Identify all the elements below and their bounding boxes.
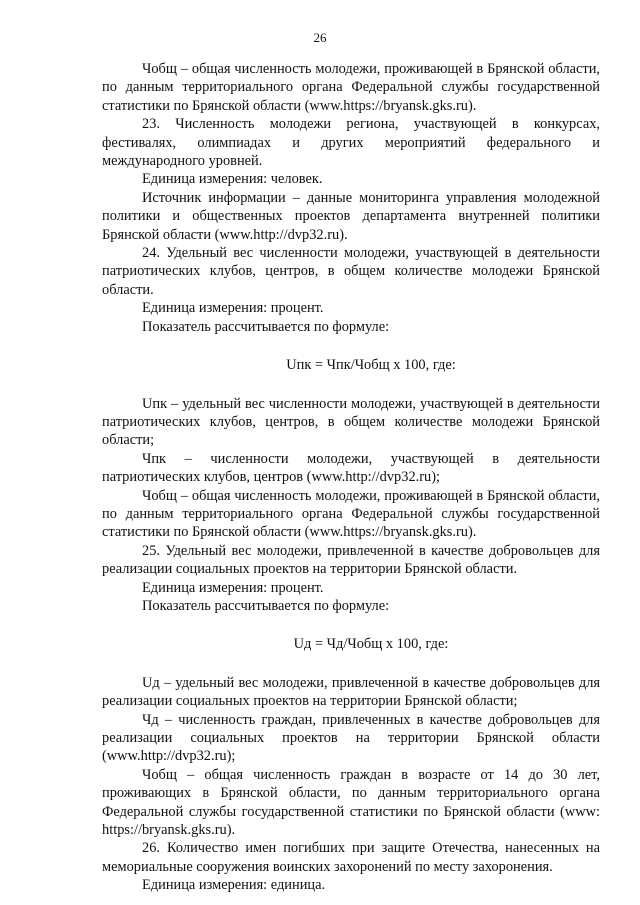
paragraph-chpk-definition: Чпк – численности молодежи, участвующей в деятельности патриотических клубов, центров (www.http://dvp32.ru); [102, 450, 600, 486]
paragraph-upk-definition: Uпк – удельный вес численности молодежи, участвующей в деятельности патриотических клубов, центров, в общем количестве молодежи Брянской области; [102, 395, 600, 449]
document-body [102, 60, 600, 895]
paragraph-chobsh-definition-3: Чобщ – общая численность граждан в возрасте от 14 до 30 лет, проживающих в Брянской области, по данным территориального органа Федеральной службы государственной статистики по Брянской области (www: https://bryansk.gks.ru). [102, 766, 600, 839]
formula-ud: Uд = Чд/Чобщ х 100, где: [293, 636, 449, 653]
paragraph-chobsh-definition-2: Чобщ – общая численность молодежи, проживающей в Брянской области, по данным территориального органа Федеральной службы государственной статистики по Брянской области (www.https://bryansk.gks.ru). [102, 487, 600, 541]
paragraph-unit-count: Единица измерения: единица. [142, 877, 326, 894]
paragraph-unit-percent: Единица измерения: процент. [142, 300, 324, 317]
paragraph-unit-people: Единица измерения: человек. [142, 171, 323, 188]
paragraph-formula-intro-2: Показатель рассчитывается по формуле: [142, 597, 390, 614]
paragraph-chobsh-definition: Чобщ – общая численность молодежи, проживающей в Брянской области, по данным территориального органа Федеральной службы государственной статистики по Брянской области (www.https://bryansk.gks.ru). [102, 61, 600, 114]
paragraph-indicator-23-title: 23. Численность молодежи региона, участвующей в конкурсах, фестивалях, олимпиадах и других мероприятий федерального и международного уровней. [102, 116, 600, 170]
paragraph-ud-definition: Uд – удельный вес молодежи, привлеченной в качестве добровольцев для реализации социальных проектов на территории Брянской области; [102, 674, 600, 710]
paragraph-indicator-25-title: 25. Удельный вес молодежи, привлеченной в качестве добровольцев для реализации социальных проектов на территории Брянской области. [102, 542, 600, 578]
formula-upk: Uпк = Чпк/Чобщ х 100, где: [286, 357, 456, 374]
paragraph-indicator-24-title: 24. Удельный вес численности молодежи, участвующей в деятельности патриотических клубов, центров, в общем количестве молодежи Брянской области. [102, 245, 600, 298]
paragraph-indicator-26-title: 26. Количество имен погибших при защите Отечества, нанесенных на мемориальные сооружения воинских захоронений по месту захоронения. [102, 840, 600, 875]
page-number: 26 [313, 30, 327, 45]
paragraph-chd-definition: Чд – численность граждан, привлеченных в качестве добровольцев для реализации социальных проектов на территории Брянской области (www.http://dvp32.ru); [102, 711, 600, 765]
paragraph-formula-intro: Показатель рассчитывается по формуле: [142, 318, 390, 335]
paragraph-info-source: Источник информации – данные мониторинга управления молодежной политики и общественных проектов департамента внутренней политики Брянской области (www.http://dvp32.ru). [102, 189, 600, 243]
paragraph-unit-percent-2: Единица измерения: процент. [142, 579, 324, 596]
